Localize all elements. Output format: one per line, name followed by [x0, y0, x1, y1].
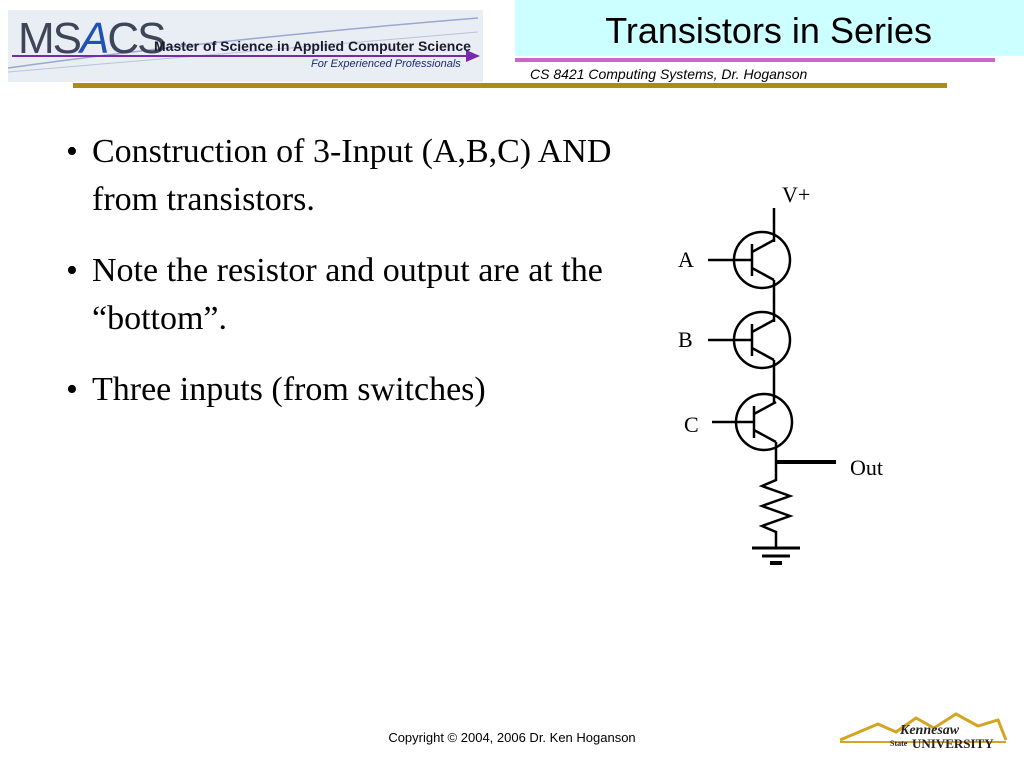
- logo-tagline: Master of Science in Applied Computer Science: [154, 38, 471, 54]
- bullet-marker: •: [66, 133, 78, 170]
- ksu-line2: State: [890, 739, 908, 748]
- ksu-logo: [838, 710, 1008, 754]
- resistor: [762, 462, 790, 548]
- bullet-text: Note the resistor and output are at the “bottom”.: [92, 252, 603, 337]
- ground-symbol: [752, 548, 800, 563]
- header-divider: [73, 83, 947, 88]
- bullet-list: [66, 128, 646, 437]
- ksu-line3: UNIVERSITY: [912, 736, 994, 751]
- msacs-logo: [8, 10, 483, 82]
- copyright-footer: Copyright © 2004, 2006 Dr. Ken Hoganson: [388, 730, 636, 745]
- logo-subtagline: For Experienced Professionals: [311, 58, 461, 70]
- input-b-label: B: [678, 327, 693, 352]
- bullet-text: Three inputs (from switches): [92, 371, 486, 408]
- bullet-item: [66, 366, 646, 414]
- logo-wordmark: MSACS: [18, 14, 165, 63]
- bullet-item: [66, 247, 646, 343]
- bullet-text: Construction of 3-Input (A,B,C) AND from transistors.: [92, 133, 612, 218]
- input-a-label: A: [678, 247, 694, 272]
- title-banner: [515, 0, 1024, 56]
- course-subtitle: CS 8421 Computing Systems, Dr. Hoganson: [530, 66, 808, 82]
- bullet-item: [66, 128, 646, 224]
- title-underline: [515, 58, 995, 62]
- output-label: Out: [850, 455, 883, 480]
- bullet-marker: •: [66, 371, 78, 408]
- bullet-marker: •: [66, 252, 78, 289]
- supply-label: V+: [782, 182, 811, 207]
- slide-title: Transistors in Series: [605, 10, 932, 51]
- and-gate-circuit-diagram: [660, 170, 920, 570]
- input-c-label: C: [684, 412, 699, 437]
- ksu-line1: Kennesaw: [900, 723, 960, 738]
